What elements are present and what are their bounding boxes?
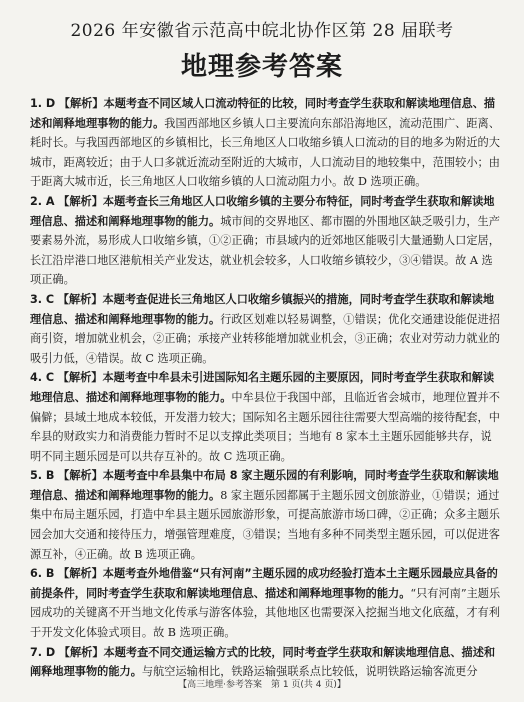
answer-item-1 bbox=[30, 94, 502, 192]
answer-label: 5. B bbox=[30, 469, 55, 483]
answer-explanation: 行政区划难以轻易调整，①错误；优化交通建设能促进招商引资，增加就业机会，②正确；承接产业转移能增加就业机会，③正确；农业对劳动力就业的吸引力低，④错误。故 C 选项正确。 bbox=[30, 312, 500, 365]
answer-label: 2. A bbox=[30, 194, 55, 208]
answer-item-6 bbox=[30, 564, 502, 642]
answer-stem: 【解析】本题考查外地借鉴“只有河南”主题乐园的成功经验打造本土主题乐园最应具备的前提条件，同时考查学生获取和解读地理信息、描述和阐释地理事物的能力。 bbox=[30, 567, 498, 600]
answer-stem: 【解析】本题考查长三角地区人口收缩乡镇的主要分布特征，同时考查学生获取和解读地理信息、描述和阐释地理事物的能力。 bbox=[30, 194, 495, 228]
answer-item-7 bbox=[30, 643, 502, 682]
answer-label: 6. B bbox=[30, 567, 55, 581]
page-title: 地理参考答案 bbox=[180, 52, 343, 82]
answer-stem: 【解析】本题考查不同区域人口流动特征的比较，同时考查学生获取和解读地理信息、描述和阐释地理事物的能力。 bbox=[30, 97, 496, 130]
answer-stem: 【解析】本题考查中牟县集中布局 8 家主题乐园的有利影响，同时考查学生获取和解读地理信息、描述和阐释地理事物的能力。 bbox=[30, 469, 499, 502]
answer-label: 7. D bbox=[30, 645, 56, 659]
answer-label: 3. C bbox=[30, 292, 55, 306]
answer-explanation: 我国西部地区乡镇人口主要流向东部沿海地区，流动范围广、距离、耗时长。与我国西部地区的乡镇相比，长三角地区人口收缩乡镇人口流动的目的地多为附近的大城市，距离较近；由于人口多就近流动至附近的大城市，人口流动目的地较集中，范围较小；由于距离大城市近，长三角地区人口收缩乡镇的人口流动阻力小。故 D 选项正确。 bbox=[30, 116, 500, 189]
answer-item-5 bbox=[30, 466, 502, 564]
answer-label: 1. D bbox=[30, 97, 56, 110]
answer-explanation: 8 家主题乐园都属于主题乐园文创旅游业，①错误；通过集中布局主题乐园，打造中牟县主题乐园旅游形象，可提高旅游市场口碑，②正确；众多主题乐园会加大交通和接待压力，增强管理难度，③错误；当地有多种不同类型主题乐园，可以促进客源互补，④正确。故 B 选项正确。 bbox=[30, 488, 500, 561]
answer-explanation: 与航空运输相比，铁路运输强联系点比较低，说明铁路运输客流更分 bbox=[141, 665, 478, 679]
answer-stem: 【解析】本题考查不同交通运输方式的比较，同时考查学生获取和解读地理信息、描述和阐释地理事物的能力。 bbox=[30, 645, 496, 679]
answer-label: 4. C bbox=[30, 371, 55, 385]
page-footer: 【高三地理·参考答案 第 1 页(共 4 页)】 bbox=[178, 680, 346, 690]
answer-item-2 bbox=[30, 192, 502, 290]
answer-item-4 bbox=[30, 368, 502, 466]
answer-explanation: 中牟县位于我国中部，且临近省会城市，地理位置并不偏僻；县域土地成本较低，开发潜力较大；国际知名主题乐园往往需要大型高端的接待配套，中牟县的财政实力和消费能力暂时不足以支撑此类项目；当地有 8 家本土主题乐园能够共存，说明不同主题乐园是可以共存互补的。故 C 选项正确。 bbox=[30, 390, 500, 463]
answer-stem: 【解析】本题考查促进长三角地区人口收缩乡镇振兴的措施，同时考查学生获取和解读地理信息、描述和阐释地理事物的能力。 bbox=[30, 292, 495, 326]
answer-stem: 【解析】本题考查中牟县未引进国际知名主题乐园的主要原因，同时考查学生获取和解读地理信息、描述和阐释地理事物的能力。 bbox=[30, 371, 495, 404]
answer-explanation: 城市间的交界地区、都市圈的外围地区缺乏吸引力，生产要素易外流，易形成人口收缩乡镇，①②正确；市县域内的近郊地区能吸引大量通勤人口定居，长江沿岸港口地区港航相关产业发达，就业机会较多，人口收缩乡镇较少，③④错误。故 A 选项正确。 bbox=[30, 214, 500, 287]
answer-explanation: “只有河南”主题乐园成功的关键离不开当地文化传承与游客体验，其他地区也需要深入挖掘当地文化底蕴，才有利于开发文化体验式项目。故 B 选项正确。 bbox=[30, 586, 501, 640]
answer-item-3 bbox=[30, 290, 502, 368]
answers-content bbox=[30, 94, 502, 682]
exam-title: 2026 年安徽省示范高中皖北协作区第 28 届联考 bbox=[70, 21, 454, 41]
